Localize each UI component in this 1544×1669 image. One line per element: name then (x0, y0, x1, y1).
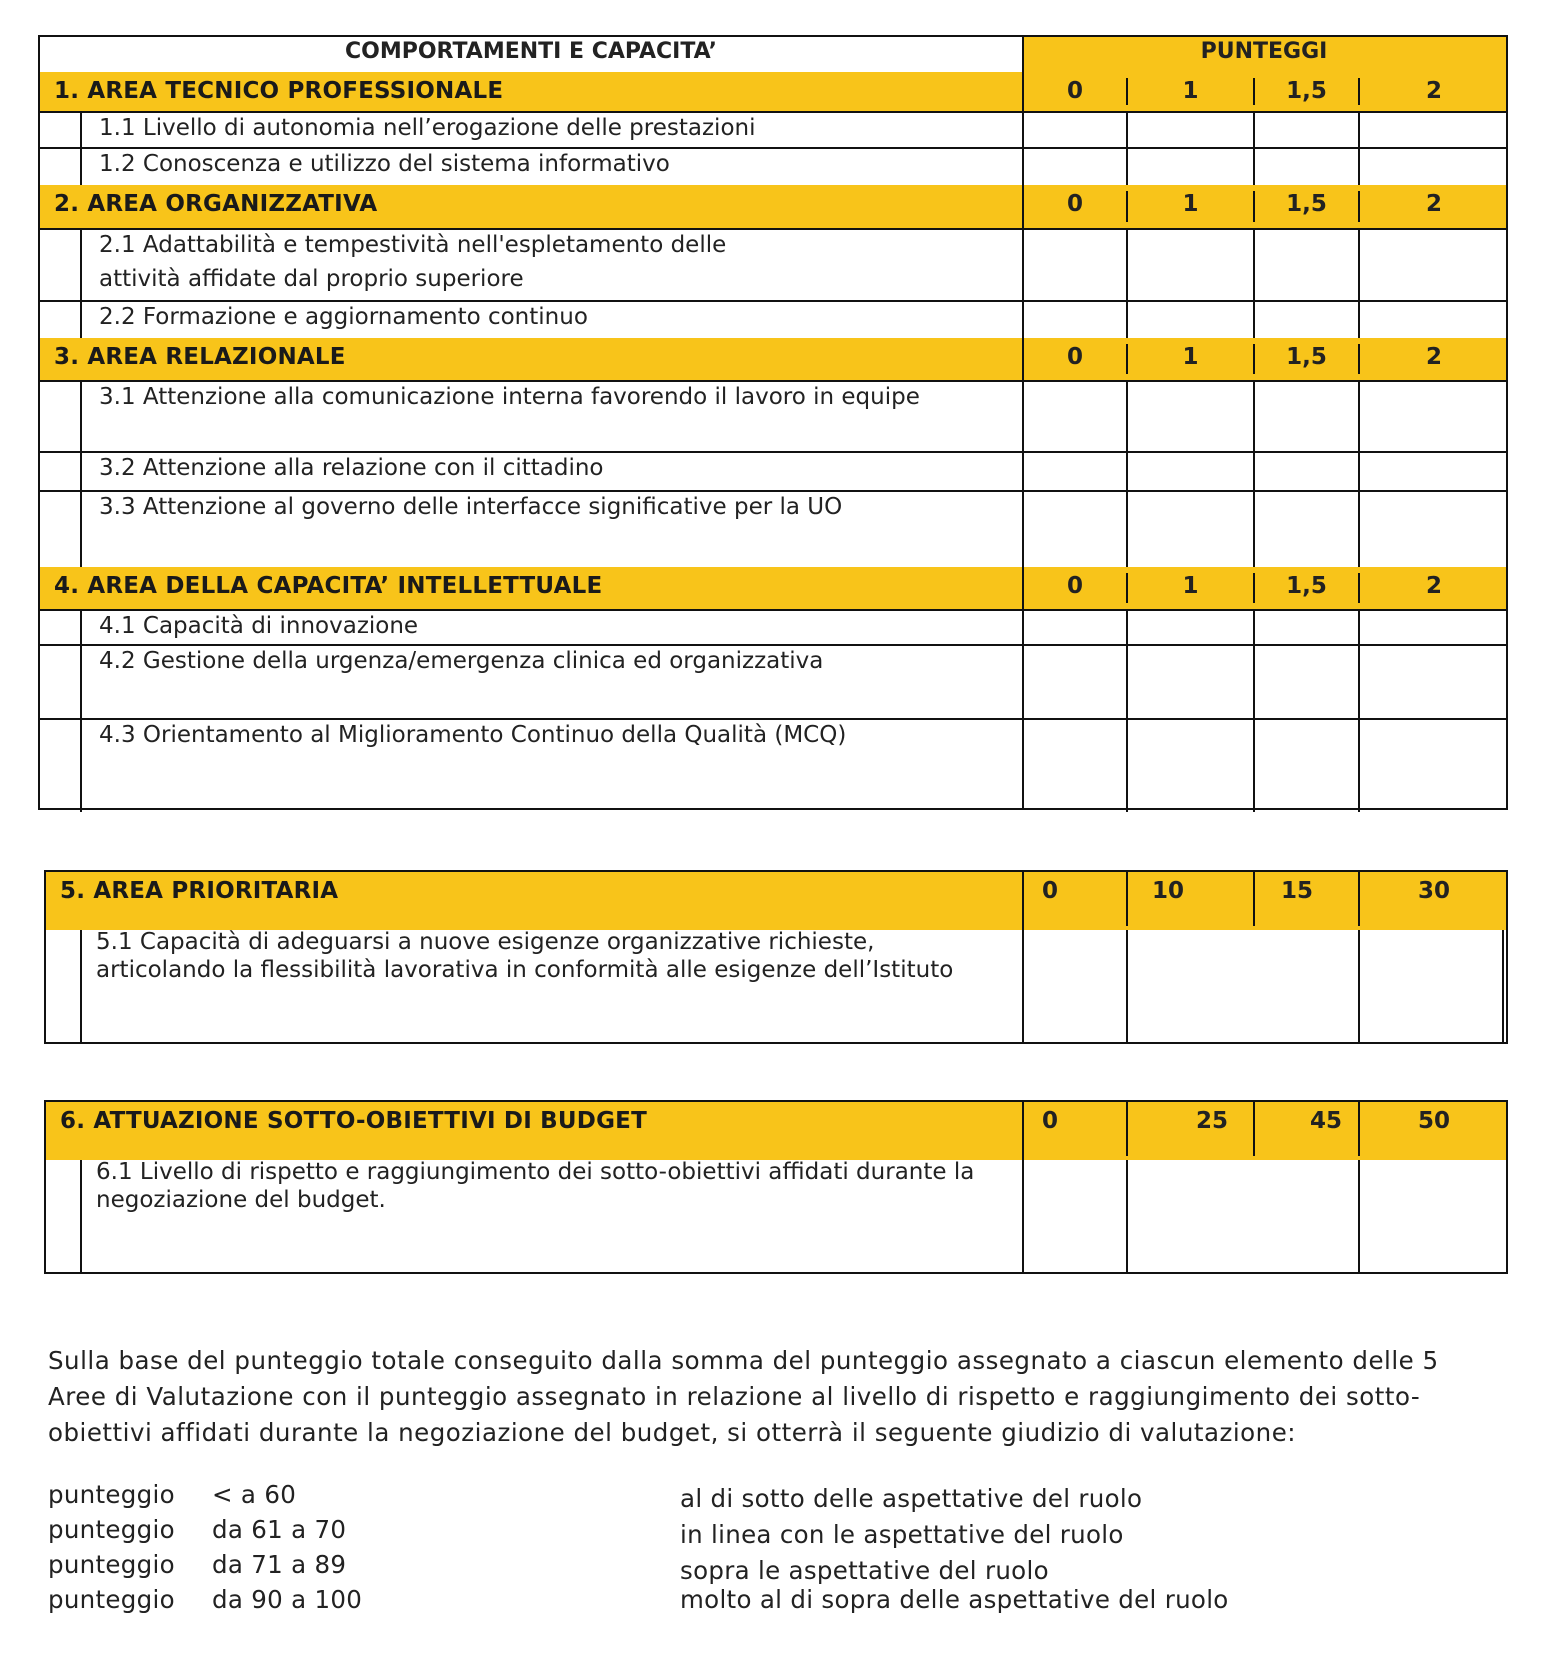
item-label: 1.2 Conoscenza e utilizzo del sistema informativo (99, 151, 670, 177)
item-label-cont: attività affidate dal proprio superiore (99, 266, 524, 292)
item-label-cont: negoziazione del budget. (96, 1187, 386, 1213)
table-row (40, 111, 1506, 149)
area-title: 5. AREA PRIORITARIA (60, 878, 339, 904)
score-label: 0 (1042, 1108, 1059, 1134)
table-row (40, 147, 1506, 187)
table-row (40, 609, 1506, 646)
item-label: 2.2 Formazione e aggiornamento continuo (99, 304, 588, 330)
table-row (40, 228, 1506, 302)
score-label: 2 (1425, 573, 1442, 599)
level-label: punteggio (48, 1480, 175, 1509)
level-range: da 61 a 70 (212, 1515, 347, 1544)
score-label: 1,5 (1286, 191, 1327, 217)
item-label: 6.1 Livello di rispetto e raggiungimento dei sotto-obiettivi affidati durante la (96, 1159, 975, 1185)
score-label: 1 (1182, 344, 1199, 370)
score-label: 0 (1066, 573, 1083, 599)
score-label: 1,5 (1286, 344, 1327, 370)
score-label: 1 (1182, 191, 1199, 217)
header-behaviours: COMPORTAMENTI E CAPACITA’ (344, 39, 717, 64)
table-row (40, 300, 1506, 340)
level-description: in linea con le aspettative del ruolo (680, 1520, 1124, 1549)
level-label: punteggio (48, 1515, 175, 1544)
score-label: 0 (1066, 344, 1083, 370)
score-label: 25 (1196, 1108, 1229, 1134)
area-title: 6. ATTUAZIONE SOTTO-OBIETTIVI DI BUDGET (60, 1108, 647, 1134)
score-label: 30 (1417, 878, 1450, 904)
score-label: 0 (1066, 78, 1083, 104)
area-title: 3. AREA RELAZIONALE (54, 344, 346, 370)
level-range: < a 60 (212, 1480, 297, 1509)
table-row (46, 930, 1506, 1042)
area-row (40, 567, 1506, 611)
area-row (40, 72, 1506, 113)
area-title: 4. AREA DELLA CAPACITA’ INTELLETTUALE (54, 573, 603, 599)
item-label: 2.1 Adattabilità e tempestività nell'espletamento delle (99, 232, 727, 258)
item-label: 3.3 Attenzione al governo delle interfacce significative per la UO (99, 494, 843, 520)
item-label: 4.3 Orientamento al Miglioramento Continuo della Qualità (MCQ) (99, 722, 847, 748)
score-label: 50 (1417, 1108, 1450, 1134)
area-row (40, 338, 1506, 382)
table-row (40, 490, 1506, 569)
score-label: 1,5 (1286, 78, 1327, 104)
level-description: sopra le aspettative del ruolo (680, 1556, 1049, 1585)
level-label: punteggio (48, 1585, 175, 1614)
score-label: 45 (1310, 1108, 1343, 1134)
score-label: 15 (1281, 878, 1314, 904)
area-row (40, 185, 1506, 230)
table-row (40, 451, 1506, 492)
score-label: 1,5 (1286, 573, 1327, 599)
item-label: 4.1 Capacità di innovazione (99, 613, 419, 639)
priority-area-table (44, 870, 1508, 1044)
item-label: 5.1 Capacità di adeguarsi a nuove esigenze organizzative richieste, (96, 929, 875, 955)
score-label: 0 (1042, 878, 1059, 904)
evaluation-paragraph: Sulla base del punteggio totale conseguito dalla somma del punteggio assegnato a ciascun elemento delle 5 Aree di Valutazione con il punteggio assegnato in relazione al livello di rispetto e raggiungimento dei sotto-obiettivi affidati durante la negoziazione del budget, si otterrà il seguente giudizio di valutazione: (48, 1346, 1439, 1447)
score-label: 1 (1182, 78, 1199, 104)
area-title: 2. AREA ORGANIZZATIVA (54, 191, 378, 217)
table-row (46, 1160, 1506, 1272)
level-range: da 71 a 89 (212, 1550, 347, 1579)
level-description: al di sotto delle aspettative del ruolo (680, 1484, 1143, 1513)
table-header-row (40, 37, 1506, 74)
score-label: 0 (1066, 191, 1083, 217)
area-title: 1. AREA TECNICO PROFESSIONALE (54, 78, 504, 104)
area-row (46, 1102, 1506, 1160)
table-row (40, 380, 1506, 453)
level-label: punteggio (48, 1550, 175, 1579)
score-label: 2 (1425, 344, 1442, 370)
header-scores: PUNTEGGI (1200, 39, 1328, 64)
item-label-cont: articolando la flessibilità lavorativa in conformità alle esigenze dell’Istituto (96, 957, 954, 983)
budget-objectives-table (44, 1100, 1508, 1274)
table-row (40, 644, 1506, 720)
level-range: da 90 a 100 (212, 1585, 363, 1614)
item-label: 3.2 Attenzione alla relazione con il cittadino (99, 455, 604, 481)
score-label: 1 (1182, 573, 1199, 599)
level-description: molto al di sopra delle aspettative del ruolo (680, 1585, 1229, 1614)
score-label: 2 (1425, 191, 1442, 217)
evaluation-table (38, 35, 1508, 810)
score-label: 10 (1152, 878, 1185, 904)
item-label: 1.1 Livello di autonomia nell’erogazione delle prestazioni (99, 115, 756, 141)
area-row (46, 872, 1506, 930)
item-label: 4.2 Gestione della urgenza/emergenza clinica ed organizzativa (99, 648, 824, 674)
item-label: 3.1 Attenzione alla comunicazione interna favorendo il lavoro in equipe (99, 384, 920, 410)
table-row (40, 718, 1506, 808)
score-label: 2 (1425, 78, 1442, 104)
